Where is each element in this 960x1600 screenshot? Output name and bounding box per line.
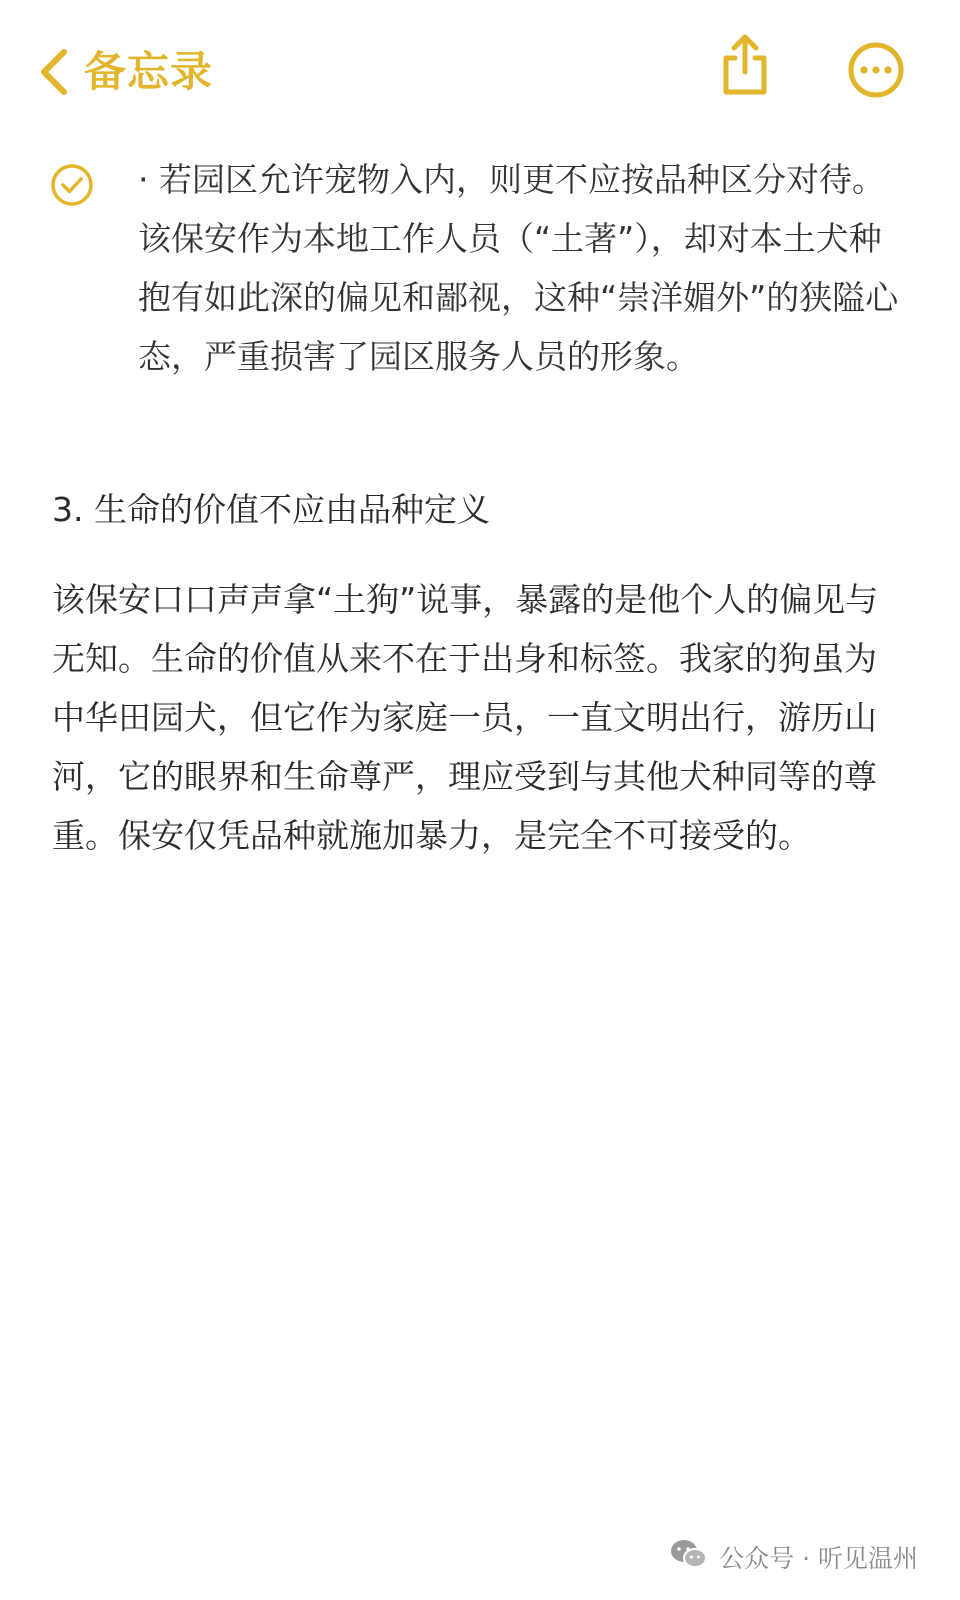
- watermark: [669, 1538, 918, 1576]
- navigation-bar: [0, 0, 960, 150]
- watermark-text: 公众号 · 听见温州: [719, 1544, 918, 1573]
- section-heading[interactable]: 3. 生命的价值不应由品种定义: [52, 490, 490, 529]
- back-label: 备忘录: [84, 47, 214, 96]
- wechat-icon: [669, 1538, 719, 1576]
- share-icon: [718, 83, 772, 102]
- more-ellipsis-icon: [846, 85, 906, 104]
- checkbox-checked-icon[interactable]: [50, 163, 94, 211]
- chevron-left-icon: [38, 48, 68, 96]
- back-button[interactable]: [38, 42, 213, 102]
- more-button[interactable]: [846, 40, 906, 104]
- note-content: [0, 150, 960, 855]
- share-button[interactable]: [718, 34, 772, 102]
- checklist-item-text[interactable]: · 若园区允许宠物入内，则更不应按品种区分对待。该保安作为本地工作人员（“土著”），却对本土犬种抱有如此深的偏见和鄙视，这种“崇洋媚外”的狭隘心态，严重损害了园区服务人员的形象。: [138, 160, 899, 376]
- checklist-item: [0, 150, 960, 386]
- body-paragraph[interactable]: 该保安口口声声拿“土狗”说事，暴露的是他个人的偏见与无知。生命的价值从来不在于出身和标签。我家的狗虽为中华田园犬，但它作为家庭一员，一直文明出行，游历山河，它的眼界和生命尊严，理应受到与其他犬种同等的尊重。保安仅凭品种就施加暴力，是完全不可接受的。: [52, 580, 879, 855]
